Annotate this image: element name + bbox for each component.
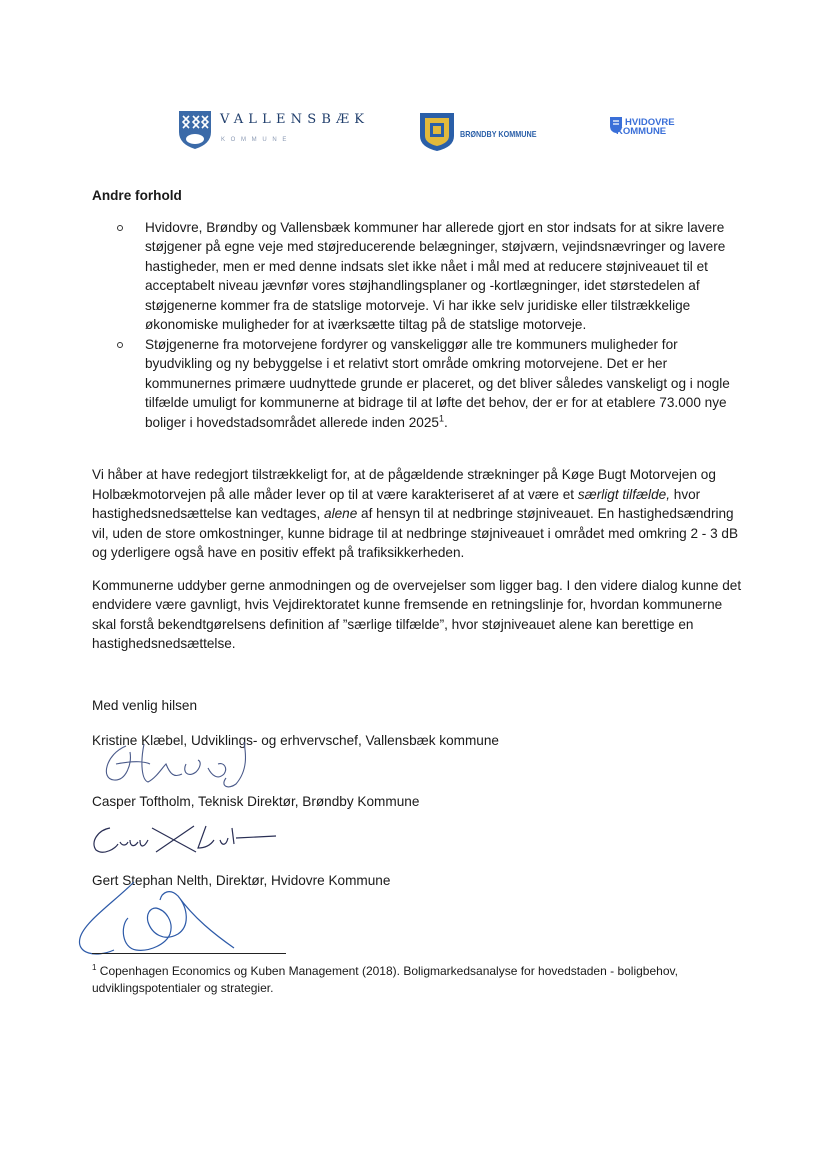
footnote: [92, 963, 732, 997]
footnote-text: Copenhagen Economics og Kuben Management (2018). Boligmarkedsanalyse for hovedstaden - boligbehov, udviklingspotentialer og strategier.: [92, 964, 678, 995]
closing-greeting: Med venlig hilsen: [92, 697, 198, 713]
emphasis: særligt tilfælde,: [577, 486, 670, 502]
footnote-marker: 1: [92, 963, 97, 972]
paragraph: [92, 465, 742, 563]
hvidovre-name-line2: KOMMUNE: [616, 126, 667, 137]
bullet-text-end: .: [444, 414, 448, 430]
vallensbaek-crest-icon: [178, 110, 212, 150]
signature-klaebel: [96, 724, 266, 794]
paragraph-text: af hensyn til at nedbringe støjniveauet. En hastighedsændring vil, uden de store omkostninger, kunne bidrage til at nedbringe støjniveauet i området med omkring 2 - 3 dB og yderligere også have en positiv effekt på trafiksikkerheden.: [92, 506, 739, 560]
footnote-reference: 1: [438, 412, 444, 423]
bullet-text: Støjgenerne fra motorvejene fordyrer og vanskeliggør alle tre kommuners muligheder for byudvikling og ny bebyggelse i et relativt stort område omkring motorvejene. Det er her kommunernes primære uudnyttede grunde er placeret, og det bliver således vanskeligt og i nogle tilfælde umuligt for kommunerne at bidrage til at løfte det behov, der er for at etablere 73.000 nye boliger i hovedstadsområdet allerede inden 2025: [145, 336, 730, 430]
bullet-text: Hvidovre, Brøndby og Vallensbæk kommuner har allerede gjort en stor indsats for at sikre lavere støjgener på egne veje med støjreducerende belægninger, støjværn, vejindsnævringer og lavere hastigheder, men er med denne indsats slet ikke nået i mål med at reducere støjniveauet til et acceptabelt niveau jævnfør vores støjhandlingsplaner og -kortlægninger, idet størstedelen af støjgenerne kommer fra de statslige motorveje. Vi har ikke selv juridiske eller tilstrækkelige økonomiske muligheder for at iværksætte tiltag på de statslige motorveje.: [145, 219, 726, 332]
hvidovre-name-line1: HVIDOVRE: [625, 117, 675, 128]
letter-body: [92, 186, 742, 715]
signatory-line: Kristine Klæbel, Udviklings- og erhvervschef, Vallensbæk kommune: [92, 733, 499, 748]
signature-nelth: [74, 872, 264, 962]
paragraph-text: hvor hastighedsnedsættelse kan vedtages,: [92, 486, 701, 521]
section-heading: Andre forhold: [92, 188, 182, 203]
bullet-item: [145, 218, 742, 335]
bullet-list: [92, 218, 742, 433]
signatory-line: Casper Toftholm, Teknisk Direktør, Brøndby Kommune: [92, 794, 420, 809]
paragraph: Kommunerne uddyber gerne anmodningen og de overvejelser som ligger bag. I den videre dialog kunne det endvidere være gavnligt, hvis Vejdirektoratet kunne fremsende en retningslinje for, hvordan kommunerne skal forstå bekendtgørelsens definition af ”særlige tilfælde”, hvor støjniveauet alene kan berettige en hastighedsnedsættelse.: [92, 577, 742, 651]
vallensbaek-tagline: K O M M U N E: [221, 137, 289, 143]
signature-toftholm: [86, 818, 286, 868]
paragraph-text: Vi håber at have redegjort tilstrækkeligt for, at de pågældende strækninger på Køge Bugt Motorvejen og Holbækmotorvejen på alle måder lever op til at være karakteriseret af at være et: [92, 467, 716, 502]
signatory-line: Gert Stephan Nelth, Direktør, Hvidovre Kommune: [92, 873, 391, 888]
brondby-name: BRØNDBY KOMMUNE: [460, 129, 537, 139]
emphasis: alene: [324, 506, 358, 521]
brondby-crest-icon: [419, 112, 455, 152]
bullet-item: [145, 335, 742, 433]
vallensbaek-name: VALLENSBÆK: [220, 112, 370, 127]
footnote-divider: [92, 953, 286, 954]
